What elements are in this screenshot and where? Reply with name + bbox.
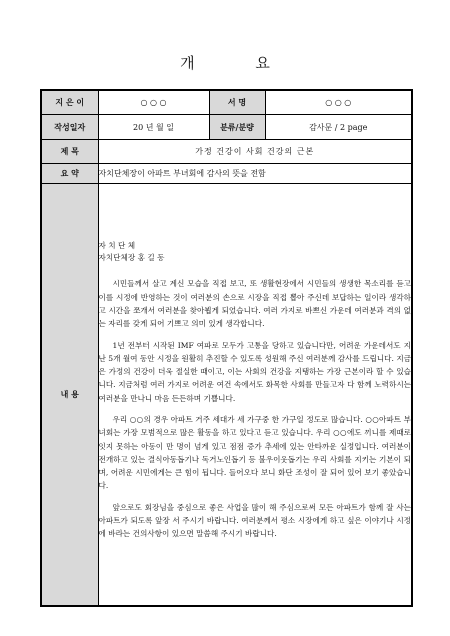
date-value: 20 년 월 일 [98, 115, 209, 140]
organization-name: 자 치 단 체 [98, 241, 136, 251]
content-body [98, 184, 412, 607]
author-row [41, 90, 412, 115]
signatory-name: 자치단체장 홍 길 동 [98, 253, 165, 263]
author-label: 지 은 이 [41, 90, 98, 115]
signature-value: ○ ○ ○ [265, 90, 412, 115]
overview-form [40, 89, 413, 607]
content-paragraph-4: 앞으로도 회장님을 중심으로 좋은 사업을 많이 해 주심으로써 모든 아파트가 함께 잘 사는 아파트가 되도록 앞장 서 주시기 바랍니다. 여러분께서 평소 시장에게 하고 싶은 이야기나 시정에 바라는 건의사항이 있으면 말씀해 주시기 바랍니다. [98, 502, 411, 539]
date-row [41, 115, 412, 140]
subject-label: 제 목 [41, 140, 98, 164]
content-paragraph-3: 우리 ○○의 경우 아파트 거주 세대가 세 가구중 한 가구일 정도로 많습니다. ○○아파트 부녀회는 가장 모범적으로 많은 활동을 하고 있다고 듣고 있습니다. 우리 ○○에도 끼니를 제때로 잇지 못하는 아동이 만 명이 넘게 있고 점점 증가 추세에 있는 안타까운 실정입니다. 여러분이 전개하고 있는 결식아동돕기나 독거노인돕기 등 불우이웃돕기는 우리 사회를 지키는 기본이 되며, 어려운 시민에게는 큰 힘이 됩니다. 들어오다 보니 화단 조성이 잘 되어 있어 보기 좋았습니다. [98, 415, 411, 491]
summary-label: 요 약 [41, 164, 98, 184]
content-paragraph-2: 1년 전부터 시작된 IMF 여파로 모두가 고통을 당하고 있습니다만, 어려운 가운데서도 지난 5개 월여 동안 시정을 원활히 추진할 수 있도록 성원해 주신 여러분께 감사를 드립니다. 지금은 가정의 건강이 더욱 절실한 때이고, 이는 사회의 건강을 지탱하는 가장 근본이라 할 수 있습니다. 지금처럼 여러 가지로 어려운 여건 속에서도 화목한 사회를 만들고자 다 함께 노력하시는 여러분을 만나니 마음 든든하며 기쁩니다. [98, 340, 411, 403]
content-label: 내 용 [41, 184, 98, 607]
content-paragraph-1: 시민들께서 살고 계신 모습을 직접 보고, 또 생활현장에서 시민들의 생생한 목소리를 듣고 이를 시정에 반영하는 것이 여러분의 손으로 시장을 직접 뽑아 주신데 보답하는 일이라 생각하고 시간을 쪼개서 여러분을 찾아뵙게 되었습니다. 여러 가지로 바쁘신 가운데 여러분과 격의 없는 자리를 갖게 되어 기쁘고 의미 있게 생각합니다. [98, 279, 411, 329]
date-label: 작성일자 [41, 115, 98, 140]
content-header [99, 240, 412, 264]
author-value: ○ ○ ○ [98, 90, 209, 115]
summary-row [41, 164, 412, 184]
document-title: 개 요 [180, 54, 298, 72]
signature-label: 서 명 [209, 90, 265, 115]
subject-row [41, 140, 412, 164]
content-row [41, 184, 412, 607]
subject-value: 가정 건강이 사회 건강의 근본 [98, 140, 412, 164]
category-label: 분류/분량 [209, 115, 265, 140]
category-value: 감사문 / 2 page [265, 115, 412, 140]
summary-value: 자치단체장이 아파트 부녀회에 감사의 뜻을 전함 [98, 164, 412, 184]
